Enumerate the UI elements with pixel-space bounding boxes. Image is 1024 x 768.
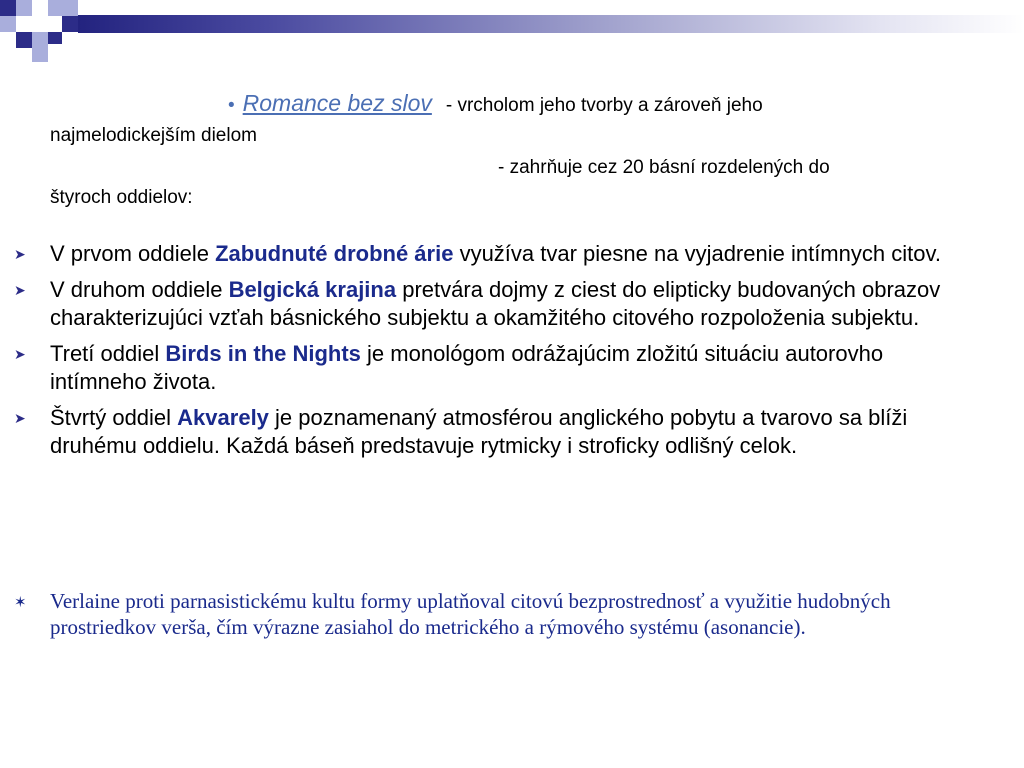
point-highlight: Zabudnuté drobné árie — [215, 241, 454, 266]
points-list — [14, 240, 974, 468]
point-text: je poznamenaný atmosférou anglického pobytu a tvarovo sa blíži druhému oddielu. Každá báseň predstavuje rytmicky i stroficky odlišný celok. — [50, 405, 908, 458]
dot-bullet-icon: • — [228, 95, 235, 116]
note-text: Verlaine proti parnasistickému kultu formy uplatňoval citovú bezprostrednosť a využitie hudobných prostriedkov verša, čím výrazne zasiahol do metrického a rýmového systému (asonancie). — [50, 589, 891, 639]
point-text: využíva tvar piesne na vyjadrenie intímnych citov. — [453, 241, 941, 266]
decor-square — [16, 0, 32, 16]
list-item — [14, 240, 974, 268]
decor-square — [32, 16, 48, 32]
intro-line-4: štyroch oddielov: — [50, 187, 193, 208]
decor-square — [48, 32, 62, 44]
decor-square — [0, 0, 16, 16]
arrow-bullet-icon: ➤ — [14, 282, 26, 298]
point-text: je monológom odrážajúcim zložitú situáciu autorovho intímneho života. — [50, 341, 884, 394]
point-text: V druhom oddiele — [50, 277, 229, 302]
decor-square — [48, 0, 62, 16]
arrow-bullet-icon: ➤ — [14, 246, 26, 262]
arrow-bullet-icon: ➤ — [14, 410, 26, 426]
point-highlight: Belgická krajina — [228, 277, 397, 302]
intro-line-1 — [50, 88, 970, 121]
intro-line-2: najmelodickejším dielom — [50, 125, 257, 146]
arrow-bullet-icon: ➤ — [14, 346, 26, 362]
header-gradient-bar — [78, 15, 1024, 33]
star-bullet-icon: ✶ — [14, 595, 27, 611]
decor-square — [32, 48, 48, 62]
point-highlight: Birds in the Nights — [165, 341, 361, 366]
intro-line-3: - zahrňuje cez 20 básní rozdelených do — [498, 157, 830, 178]
decor-square — [16, 32, 32, 48]
point-text: Štvrtý oddiel — [50, 405, 178, 430]
decor-square — [32, 32, 48, 48]
title-link[interactable]: Romance bez slov — [242, 90, 432, 116]
list-item — [14, 404, 974, 460]
point-text: pretvára dojmy z ciest do elipticky budovaných obrazov charakterizujúci vzťah básnického subjektu a okamžitého citového rozpoloženia subjektu. — [50, 277, 941, 330]
list-item — [14, 340, 974, 396]
list-item — [14, 276, 974, 332]
note-paragraph — [14, 588, 974, 640]
decor-square — [16, 16, 32, 32]
intro-line-1-text: - vrcholom jeho tvorby a zároveň jeho — [445, 95, 763, 116]
decor-square — [62, 0, 78, 16]
point-text: Tretí oddiel — [50, 341, 166, 366]
decor-square — [0, 16, 16, 32]
intro-block — [50, 88, 970, 213]
decor-square — [62, 16, 78, 32]
point-text: V prvom oddiele — [50, 241, 216, 266]
point-highlight: Akvarely — [177, 405, 269, 430]
